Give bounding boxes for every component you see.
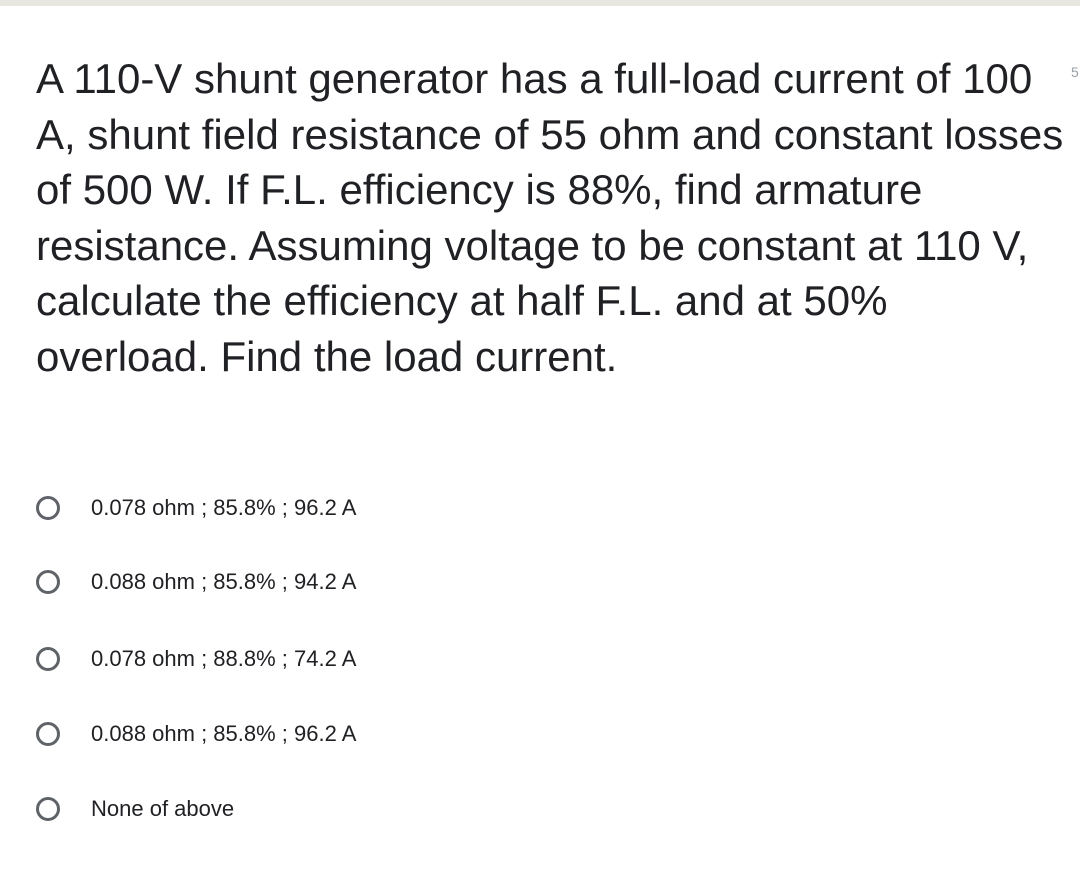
cropped-edge-text: 5 xyxy=(1071,64,1079,80)
option-3[interactable] xyxy=(36,639,356,679)
option-5[interactable] xyxy=(36,789,234,829)
option-4[interactable] xyxy=(36,714,356,754)
radio-button-icon[interactable] xyxy=(36,722,60,746)
option-label: 0.088 ohm ; 85.8% ; 96.2 A xyxy=(91,721,357,746)
option-label: None of above xyxy=(91,796,235,821)
top-strip xyxy=(0,0,1080,6)
radio-button-icon[interactable] xyxy=(36,570,60,594)
radio-button-icon[interactable] xyxy=(36,647,60,671)
radio-button-icon[interactable] xyxy=(36,496,60,520)
question-text: A 110-V shunt generator has a full-load current of 100 A, shunt field resistance of 55 ohm and constant losses of 500 W. If F.L. efficiency is 88%, find armature resistance. Assuming voltage to be constant at 110 V, calculate the efficiency at half F.L. and at 50% overload. Find the load current. xyxy=(36,55,1064,380)
radio-button-icon[interactable] xyxy=(36,797,60,821)
option-label: 0.078 ohm ; 85.8% ; 96.2 A xyxy=(91,495,357,520)
option-1[interactable] xyxy=(36,488,356,528)
option-label: 0.078 ohm ; 88.8% ; 74.2 A xyxy=(91,646,357,671)
option-2[interactable] xyxy=(36,562,356,602)
option-label: 0.088 ohm ; 85.8% ; 94.2 A xyxy=(91,569,357,594)
